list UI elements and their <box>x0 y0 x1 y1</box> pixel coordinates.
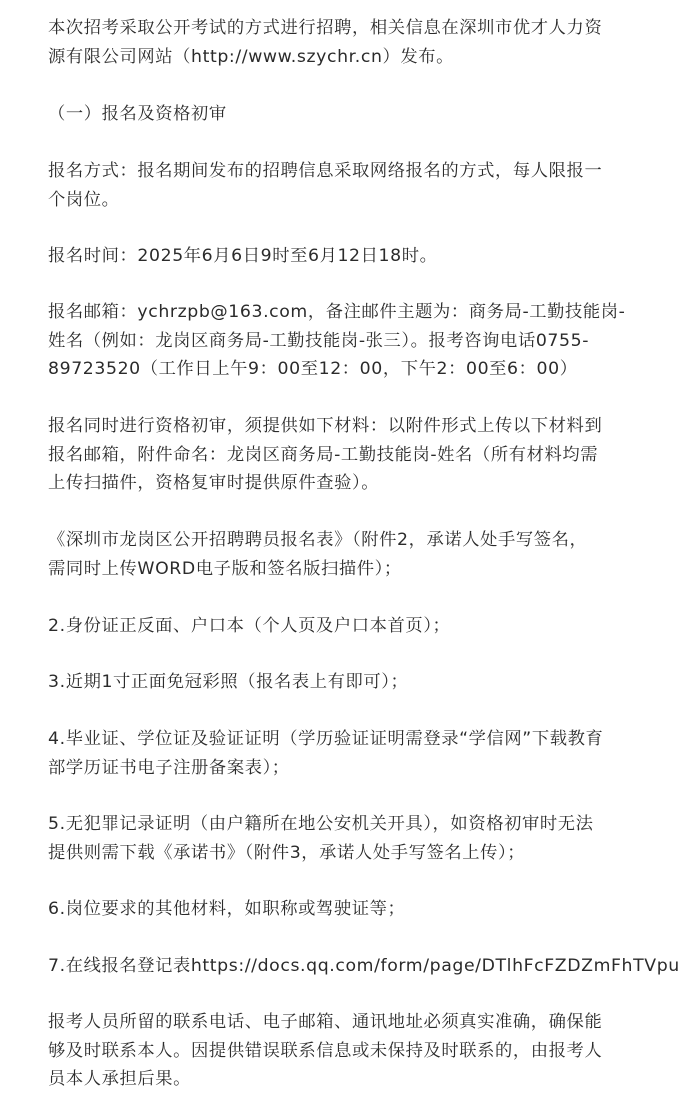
text-line: 2.身份证正反面、户口本（个人页及户口本首页）； <box>48 616 451 636</box>
contact-notice-paragraph <box>48 1008 645 1094</box>
text-line: 报名同时进行资格初审，须提供如下材料：以附件形式上传以下材料到 <box>48 416 603 436</box>
text-line: 提供则需下载《承诺书》（附件3，承诺人处手写签名上传）； <box>48 842 526 863</box>
online-form-link-text: 7.在线报名登记表https://docs.qq.com/form/page/DTlhFcFZDZmFhTVpu <box>48 956 680 976</box>
material-item-7 <box>48 952 680 981</box>
material-item-1 <box>48 526 645 583</box>
text-line: 报名邮箱：ychrzpb@163.com，备注邮件主题为：商务局-工勤技能岗- <box>48 302 626 322</box>
text-line: （一）报名及资格初审 <box>48 104 227 124</box>
text-line: 《深圳市龙岗区公开招聘聘员报名表》（附件2，承诺人处手写签名， <box>48 530 588 550</box>
text-line: 89723520（工作日上午9：00至12：00，下午2：00至6：00） <box>48 359 578 379</box>
text-line: 本次招考采取公开考试的方式进行招聘，相关信息在深圳市优才人力资 <box>48 18 603 38</box>
text-line: 报名邮箱，附件命名：龙岗区商务局-工勤技能岗-姓名（所有材料均需 <box>48 444 599 465</box>
registration-time-paragraph <box>48 242 645 271</box>
text-line: 个岗位。 <box>48 189 120 210</box>
materials-paragraph <box>48 412 645 498</box>
section-heading <box>48 100 645 129</box>
material-item-2 <box>48 612 645 641</box>
text-line: 员本人承担后果。 <box>48 1069 192 1089</box>
material-item-4 <box>48 725 645 782</box>
text-line: 姓名（例如：龙岗区商务局-工勤技能岗-张三）。报考咨询电话0755- <box>48 330 590 351</box>
intro-paragraph <box>48 14 645 71</box>
material-item-3 <box>48 668 645 697</box>
material-item-5 <box>48 810 645 867</box>
text-line: 部学历证书电子注册备案表）； <box>48 757 290 778</box>
text-line: 报名时间：2025年6月6日9时至6月12日18时。 <box>48 246 438 266</box>
text-line: 5.无犯罪记录证明（由户籍所在地公安机关开具），如资格初审时无法 <box>48 814 594 834</box>
material-item-6 <box>48 895 645 924</box>
text-line: 需同时上传WORD电子版和签名版扫描件）； <box>48 558 402 579</box>
registration-email-paragraph <box>48 298 645 384</box>
text-line: 6.岗位要求的其他材料，如职称或驾驶证等； <box>48 899 406 919</box>
registration-method-paragraph <box>48 157 645 214</box>
text-line: 够及时联系本人。因提供错误联系信息或未保持及时联系的，由报考人 <box>48 1040 603 1061</box>
text-line: 源有限公司网站（http://www.szychr.cn）发布。 <box>48 46 455 67</box>
text-line: 上传扫描件，资格复审时提供原件查验）。 <box>48 473 380 493</box>
text-line: 报名方式：报名期间发布的招聘信息采取网络报名的方式，每人限报一 <box>48 161 603 181</box>
text-line: 4.毕业证、学位证及验证证明（学历验证证明需登录“学信网”下载教育 <box>48 729 604 749</box>
text-line: 3.近期1寸正面免冠彩照（报名表上有即可）； <box>48 672 409 692</box>
text-line: 报考人员所留的联系电话、电子邮箱、通讯地址必须真实准确，确保能 <box>48 1012 603 1032</box>
